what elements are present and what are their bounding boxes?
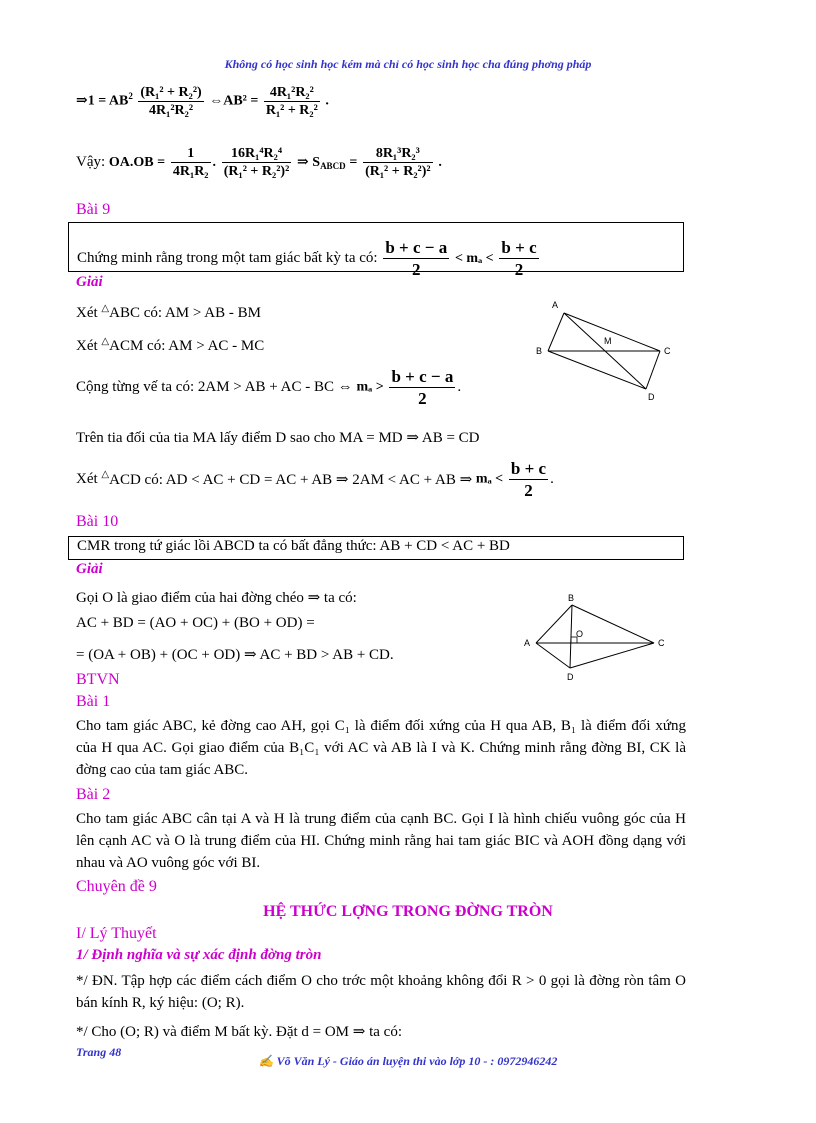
eq2-fraction-2: $\frac{\text{16R₁⁴R₂⁴}}{\text{(R₁² + R₂²)²}}$ xyxy=(223,146,290,179)
bai9-figure xyxy=(530,295,680,405)
bai9-line-3: Cộng từng vế ta có: 2AM > AB + AC - BC ⇔ mₐ > $\frac{b + c - a}{2}$ . xyxy=(76,367,462,408)
bai9-fraction-1: $\frac{b + c - a}{2}$ xyxy=(385,238,448,279)
chuyen-de-heading: Chuyên đề 9 xyxy=(76,878,157,895)
fig1-AB xyxy=(548,313,564,351)
eq1-lead: ⇒1 = AB xyxy=(76,93,129,109)
fig2-AB xyxy=(536,605,572,643)
fig1-label-M: M xyxy=(604,336,612,346)
definition-text: */ ĐN. Tập hợp các điểm cách điểm O cho trớc một khoảng không đổi R > 0 gọi là đờng ròn tâm O bán kính R, ký hiệu: (O; R). xyxy=(76,973,686,1011)
ly-thuyet-heading: I/ Lý Thuyết xyxy=(76,925,157,942)
eq2-lead: Vậy: xyxy=(76,153,106,170)
bai9-line-2: Xét △ACM có: AM > AC - MC xyxy=(76,336,265,354)
eq2-fraction-1: $\frac{1}{\text{4R₁R₂}}$ xyxy=(172,146,209,179)
bai10-giai: Giải xyxy=(76,561,103,577)
fig1-label-C: C xyxy=(664,346,671,356)
fig2-BC xyxy=(572,605,654,643)
fig2-label-O: O xyxy=(576,629,584,639)
triangle-icon: △ xyxy=(101,303,110,314)
eq1-fraction-1: $\frac{\text{(R₁² + R₂²)}}{\text{4R₁²R₂²}}$ xyxy=(140,85,202,118)
btvn-bai1-heading: Bài 1 xyxy=(76,693,111,710)
bai10-statement: CMR trong tứ giác lồi ABCD ta có bất đẳng thức: AB + CD < AC + BD xyxy=(77,538,510,554)
bai10-heading: Bài 10 xyxy=(76,513,119,530)
fig1-CD xyxy=(646,351,660,389)
equation-2: Vậy: OA.OB = $\frac{1}{\text{4R₁R₂}}$ . $\frac{\text{16R₁⁴R₂⁴}}{\text{(R₁² + R₂²)²}}$ ⇒ $S_{ABCD}$ = $\frac{\text{8R₁³R₂³}}{\text{(R₁² + R₂²)²}}$ . xyxy=(76,146,442,179)
fig1-label-A: A xyxy=(552,300,559,310)
section-1-heading: 1/ Định nghĩa và sự xác định đờng tròn xyxy=(76,947,322,963)
fig2-label-B: B xyxy=(568,593,575,603)
last-line: */ Cho (O; R) và điểm M bất kỳ. Đặt d = OM ⇒ ta có: xyxy=(76,1024,402,1040)
bai10-line-2: AC + BD = (AO + OC) + (BO + OD) = xyxy=(76,615,315,631)
triangle-icon: △ xyxy=(101,336,110,347)
btvn-bai1-text: Cho tam giác ABC, kẻ đờng cao AH, gọi C₁ là điểm đối xứng của H qua AB, B₁ là điểm đối xứng của H qua AC. Gọi giao điểm của B₁C₁ với AC và AB là I và K. Chứng minh rằng đờng BI, CK là đờng cao của tam giác ABC. xyxy=(76,718,686,778)
pen-icon: ✍ xyxy=(258,1054,274,1068)
bai9-heading: Bài 9 xyxy=(76,201,111,218)
bai9-fraction-2: $\frac{b + c}{2}$ xyxy=(501,238,537,279)
bai10-figure xyxy=(520,590,670,685)
fig2-label-C: C xyxy=(658,638,665,648)
bai9-statement: Chứng minh rằng trong một tam giác bất kỳ ta có: xyxy=(77,249,378,266)
fig2-label-A: A xyxy=(524,638,531,648)
eq1-exp: 2 xyxy=(128,91,133,102)
eq1-equiv: ⇔AB² = xyxy=(209,93,259,109)
fig2-DA xyxy=(536,643,570,668)
btvn-bai2-text: Cho tam giác ABC cân tại A và H là trung điểm của cạnh BC. Gọi I là hình chiếu vuông góc của H lên cạnh AC và O là trung điểm của HI. Chứng minh rằng hai tam giác BIC và AOH đồng dạng với nhau và AO vuông góc với BI. xyxy=(76,811,686,871)
bai10-line-3: = (OA + OB) + (OC + OD) ⇒ AC + BD > AB + CD. xyxy=(76,647,394,663)
eq2-fraction-3: $\frac{\text{8R₁³R₂³}}{\text{(R₁² + R₂²)²}}$ xyxy=(365,146,431,179)
bai9-line5-fraction: $\frac{b + c}{2}$ xyxy=(510,459,547,500)
btvn-heading: BTVN xyxy=(76,671,120,688)
eq1-fraction-2: $\frac{\text{4R₁²R₂²}}{\text{R₁² + R₂²}}$ xyxy=(265,85,318,118)
bai10-line-1: Gọi O là giao điểm của hai đờng chéo ⇒ ta có: xyxy=(76,590,357,606)
btvn-bai2-heading: Bài 2 xyxy=(76,786,111,803)
chapter-title: HỆ THỨC LỢNG TRONG ĐỜNG TRÒN xyxy=(263,903,553,920)
bai9-statement-box: Chứng minh rằng trong một tam giác bất kỳ ta có: $\frac{b + c - a}{2}$ < mₐ < $\frac{b + c}{2}$ xyxy=(68,222,684,272)
fig1-label-D: D xyxy=(648,392,655,402)
fig1-AC xyxy=(564,313,660,351)
fig1-BD xyxy=(548,351,646,389)
triangle-icon: △ xyxy=(101,468,110,480)
footer-credit: ✍ Võ Văn Lý - Giáo án luyện thi vào lớp 10 - : 0972946242 xyxy=(258,1054,558,1068)
bai9-line-5: Xét △ACD có: AD < AC + CD = AC + AB ⇒ 2AM < AC + AB ⇒ mₐ < $\frac{b + c}{2}$ . xyxy=(76,459,554,500)
bai9-line-1: Xét △ABC có: AM > AB - BM xyxy=(76,303,261,321)
bai9-giai: Giải xyxy=(76,274,103,290)
bai9-line3-fraction: $\frac{b + c - a}{2}$ xyxy=(391,367,454,408)
bai10-statement-box xyxy=(68,536,684,560)
page-header: Không có học sinh học kém mà chỉ có học sinh học cha đúng phơng pháp xyxy=(224,57,592,71)
fig2-CD xyxy=(570,643,654,668)
page-number: Trang 48 xyxy=(76,1045,122,1059)
fig2-label-D: D xyxy=(567,672,574,682)
equation-1: ⇒1 = $AB^2$ $\frac{\text{(R₁² + R₂²)}}{\text{4R₁²R₂²}}$ ⇔AB² = $\frac{\text{4R₁²R₂²}}{\text{R₁² + R₂²}}$ . xyxy=(76,85,329,118)
fig1-label-B: B xyxy=(536,346,543,356)
fig2-BD xyxy=(570,605,572,668)
bai9-line-4: Trên tia đối của tia MA lấy điểm D sao cho MA = MD ⇒ AB = CD xyxy=(76,430,480,446)
